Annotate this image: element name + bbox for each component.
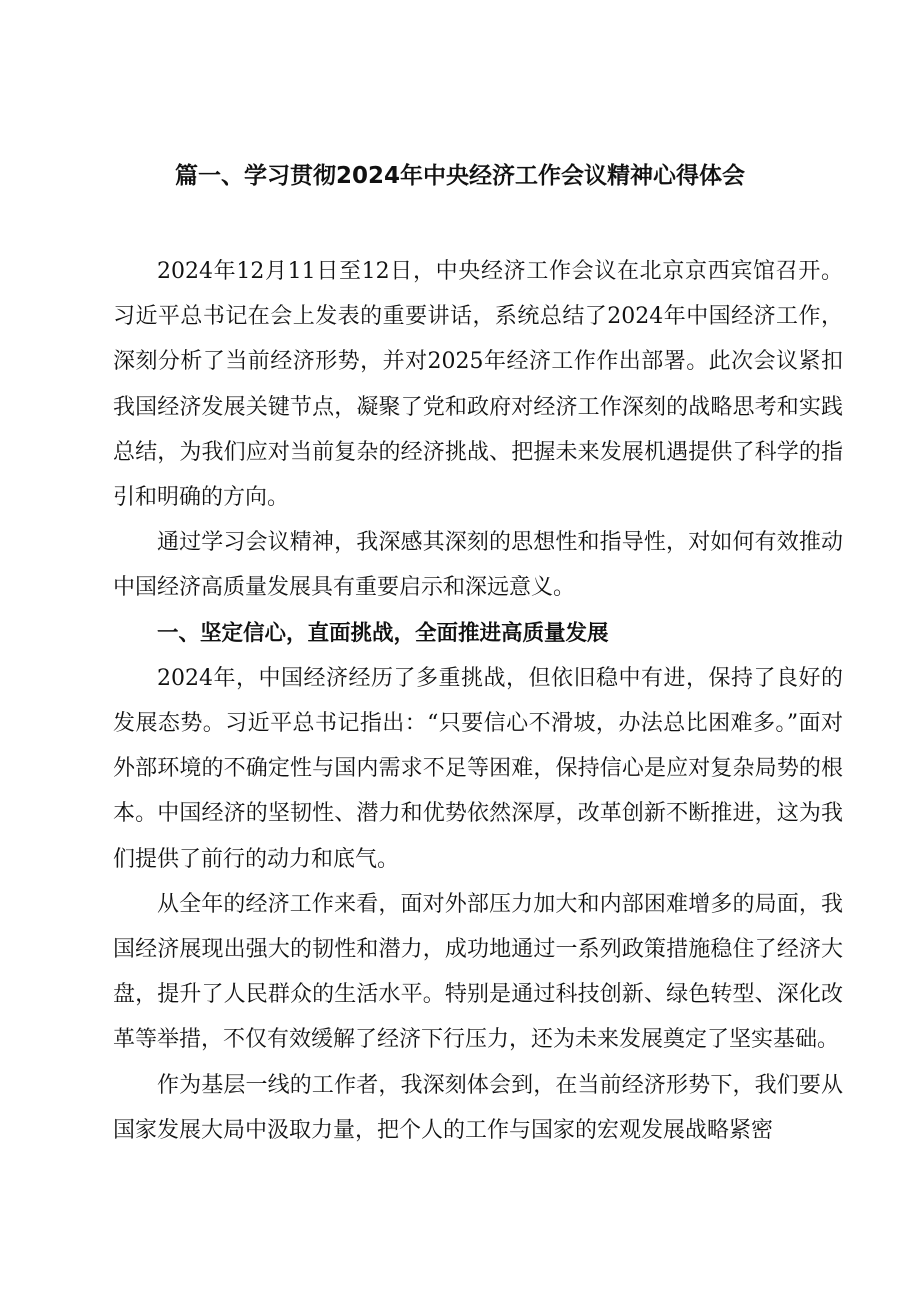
document-body	[113, 249, 843, 1153]
paragraph-annual-review: 从全年的经济工作来看，面对外部压力加大和内部困难增多的局面，我国经济展现出强大的韧性和潜力，成功地通过一系列政策措施稳住了经济大盘，提升了人民群众的生活水平。特别是通过科技创新、绿色转型、深化改革等举措，不仅有效缓解了经济下行压力，还为未来发展奠定了坚实基础。	[113, 891, 843, 1053]
paragraph-grassroots: 作为基层一线的工作者，我深刻体会到，在当前经济形势下，我们要从国家发展大局中汲取力量，把个人的工作与国家的宏观发展战略紧密	[113, 1072, 843, 1143]
paragraph-confidence: 2024年，中国经济经历了多重挑战，但依旧稳中有进，保持了良好的发展态势。习近平总书记指出：“只要信心不滑坡，办法总比困难多。”面对外部环境的不确定性与国内需求不足等困难，保持信心是应对复杂局势的根本。中国经济的坚韧性、潜力和优势依然深厚，改革创新不断推进，这为我们提供了前行的动力和底气。	[113, 665, 843, 872]
paragraph-study-reflection: 通过学习会议精神，我深感其深刻的思想性和指导性，对如何有效推动中国经济高质量发展具有重要启示和深远意义。	[113, 530, 843, 601]
document-title: 篇一、学习贯彻2024年中央经济工作会议精神心得体会	[174, 163, 745, 189]
paragraph-meeting-intro: 2024年12月11日至12日，中央经济工作会议在北京京西宾馆召开。习近平总书记在会上发表的重要讲话，系统总结了2024年中国经济工作，深刻分析了当前经济形势，并对2025年经济工作作出部署。此次会议紧扣我国经济发展关键节点，凝聚了党和政府对经济工作深刻的战略思考和实践总结，为我们应对当前复杂的经济挑战、把握未来发展机遇提供了科学的指引和明确的方向。	[113, 259, 843, 511]
section-heading-1: 一、坚定信心，直面挑战，全面推进高质量发展	[157, 620, 609, 646]
